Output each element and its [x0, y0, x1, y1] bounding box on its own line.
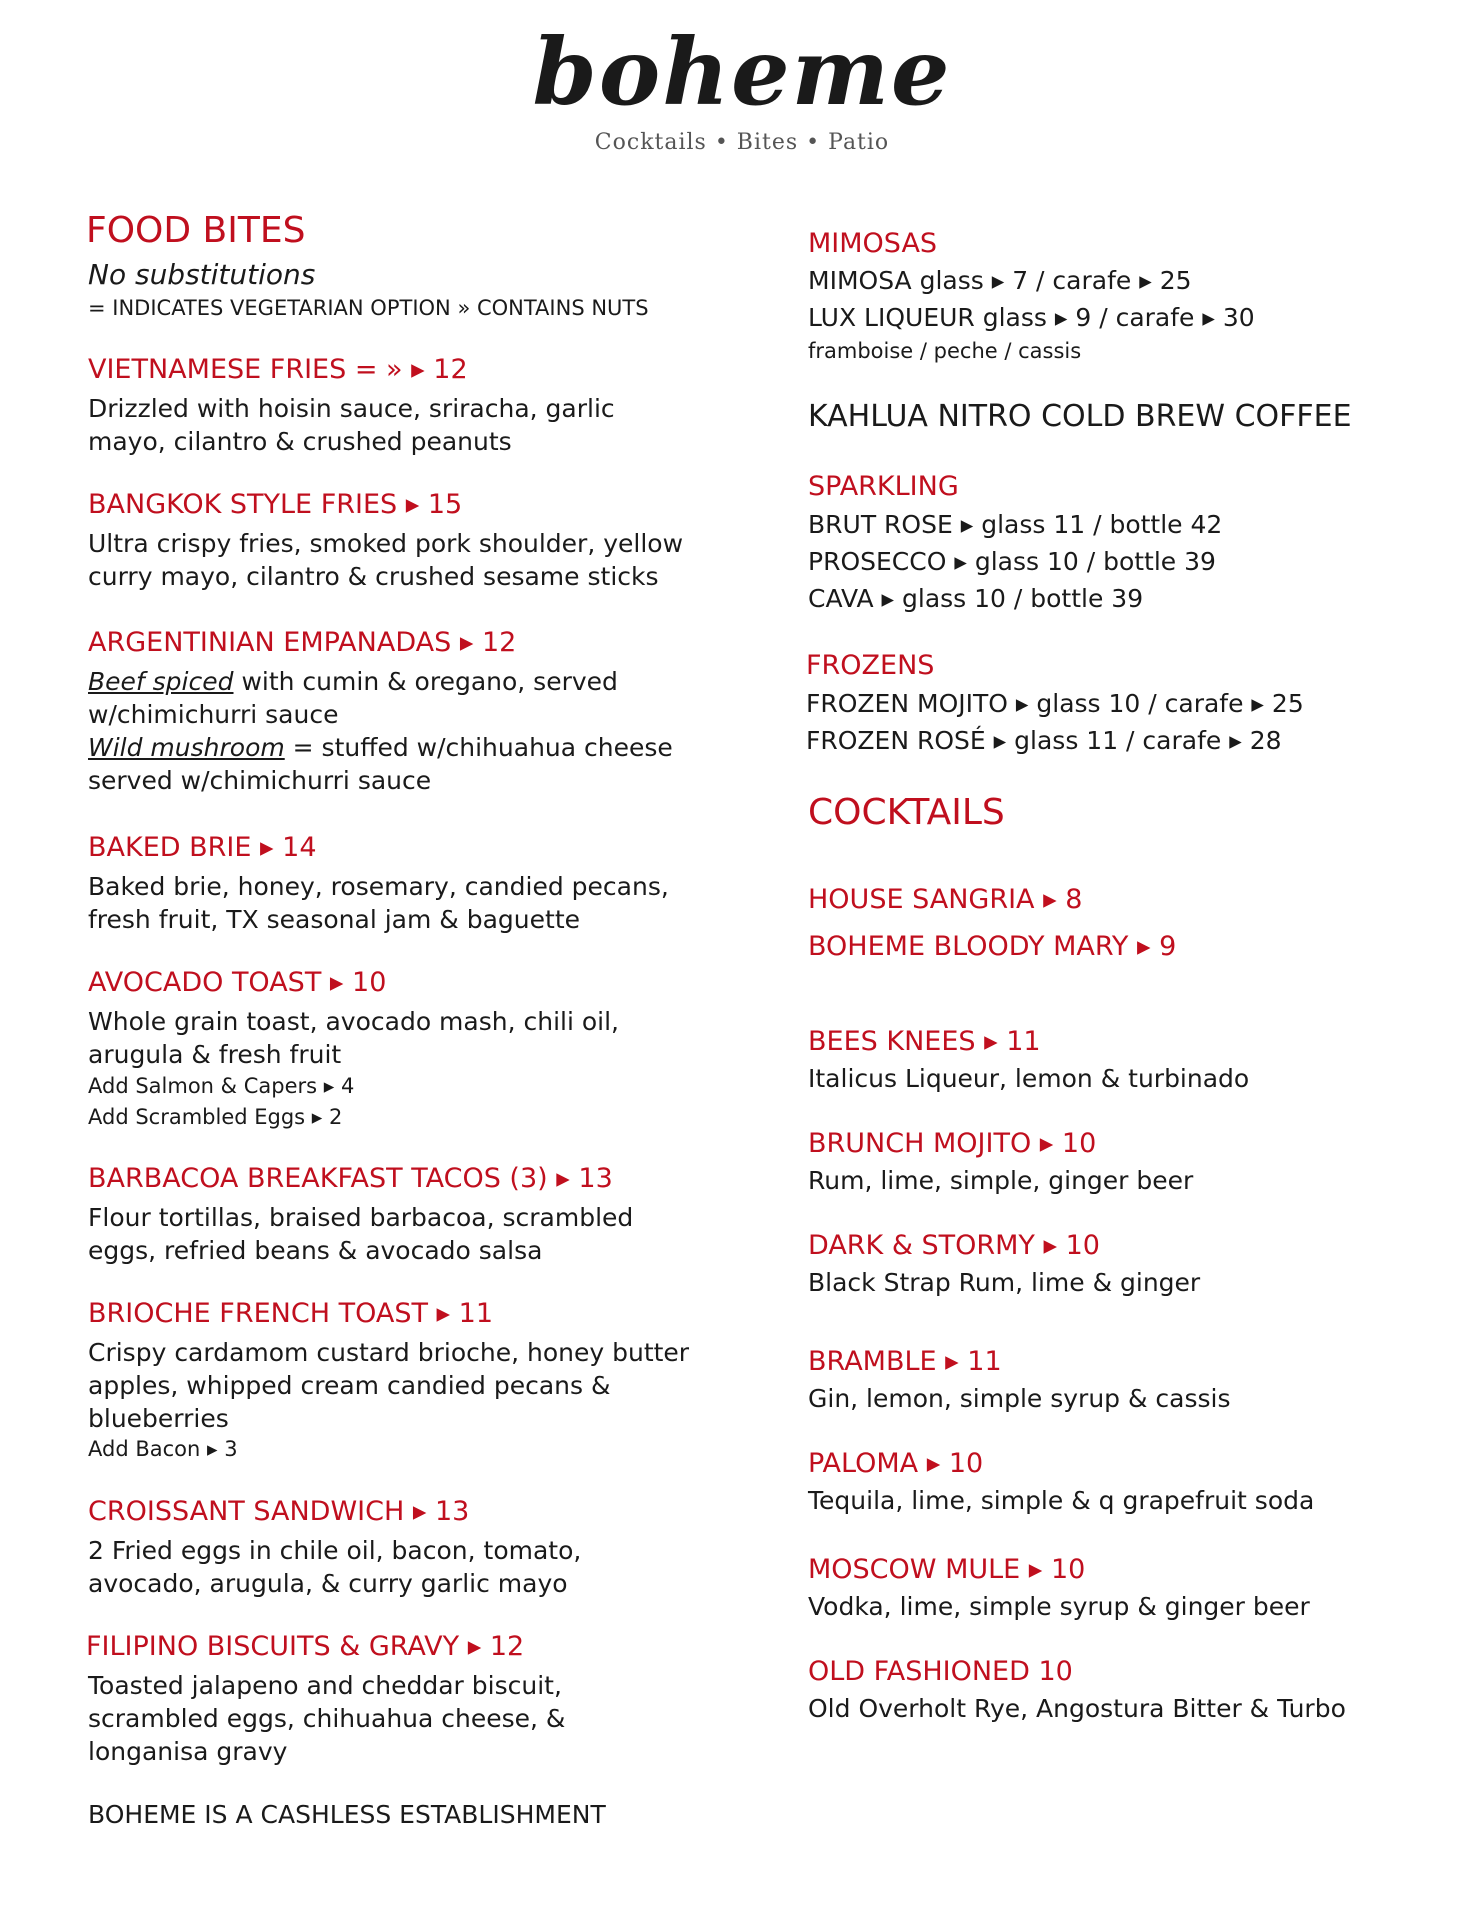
- menu-item-title: FILIPINO BISCUITS & GRAVY ▸ 12: [86, 1631, 525, 1662]
- cocktail-desc: Italicus Liqueur, lemon & turbinado: [808, 1064, 1250, 1093]
- option-desc: with cumin & oregano, served w/chimichurri sauce: [88, 667, 618, 729]
- mimosas-title: MIMOSAS: [808, 228, 938, 259]
- empanada-option-beef: [88, 665, 688, 731]
- menu-item-title: BAKED BRIE ▸ 14: [88, 832, 317, 863]
- house-sangria: HOUSE SANGRIA ▸ 8: [808, 884, 1083, 915]
- frozen-item: FROZEN ROSÉ ▸ glass 11 / carafe ▸ 28: [806, 726, 1282, 755]
- tagline: Cocktails • Bites • Patio: [594, 130, 890, 155]
- cocktail-desc: Gin, lemon, simple syrup & cassis: [808, 1384, 1231, 1413]
- food-legend: = INDICATES VEGETARIAN OPTION » CONTAINS NUTS: [88, 296, 649, 320]
- cocktail-title: PALOMA ▸ 10: [808, 1448, 984, 1479]
- cocktail-title: BRUNCH MOJITO ▸ 10: [808, 1128, 1097, 1159]
- menu-item-addon: Add Bacon ▸ 3: [88, 1437, 238, 1461]
- menu-item-addon: Add Salmon & Capers ▸ 4: [88, 1074, 355, 1098]
- menu-item-title: VIETNAMESE FRIES = » ▸ 12: [88, 354, 468, 385]
- menu-item-desc: Flour tortillas, braised barbacoa, scrambled eggs, refried beans & avocado salsa: [88, 1203, 634, 1265]
- cocktail-desc: Old Overholt Rye, Angostura Bitter & Turbo: [808, 1694, 1346, 1723]
- menu-item-title: BRIOCHE FRENCH TOAST ▸ 11: [88, 1298, 494, 1329]
- menu-item-addon: Add Scrambled Eggs ▸ 2: [88, 1105, 343, 1129]
- sparkling-item: CAVA ▸ glass 10 / bottle 39: [808, 584, 1144, 613]
- cashless-notice: BOHEME IS A CASHLESS ESTABLISHMENT: [88, 1800, 606, 1829]
- cocktails-title: COCKTAILS: [808, 792, 1005, 833]
- food-section-title: FOOD BITES: [86, 210, 306, 251]
- cocktail-desc: Tequila, lime, simple & q grapefruit soda: [808, 1486, 1315, 1515]
- frozen-item: FROZEN MOJITO ▸ glass 10 / carafe ▸ 25: [806, 689, 1304, 718]
- cocktail-title: DARK & STORMY ▸ 10: [808, 1230, 1100, 1261]
- sparkling-item: BRUT ROSE ▸ glass 11 / bottle 42: [808, 510, 1223, 539]
- option-name: Beef spiced: [88, 667, 234, 696]
- menu-item-title: BANGKOK STYLE FRIES ▸ 15: [88, 489, 463, 520]
- lux-liqueur-price-line: LUX LIQUEUR glass ▸ 9 / carafe ▸ 30: [808, 303, 1255, 332]
- menu-item-desc: Ultra crispy fries, smoked pork shoulder, yellow curry mayo, cilantro & crushed sesame sticks: [88, 529, 684, 591]
- sparkling-item: PROSECCO ▸ glass 10 / bottle 39: [808, 547, 1216, 576]
- menu-item-desc: Toasted jalapeno and cheddar biscuit, scrambled eggs, chihuahua cheese, & longanisa gravy: [88, 1671, 566, 1766]
- menu-item-title: BARBACOA BREAKFAST TACOS (3) ▸ 13: [88, 1163, 613, 1194]
- menu-item-desc: Baked brie, honey, rosemary, candied pecans, fresh fruit, TX seasonal jam & baguette: [88, 872, 669, 934]
- option-desc: = stuffed w/chihuahua cheese served w/chimichurri sauce: [88, 733, 673, 795]
- menu-item-desc: Whole grain toast, avocado mash, chili oil, arugula & fresh fruit: [88, 1007, 620, 1069]
- brand-logo: boheme: [532, 18, 952, 126]
- menu-item-title: CROISSANT SANDWICH ▸ 13: [88, 1496, 470, 1527]
- menu-item-desc: Drizzled with hoisin sauce, sriracha, garlic mayo, cilantro & crushed peanuts: [88, 394, 615, 456]
- cocktail-desc: Rum, lime, simple, ginger beer: [808, 1166, 1194, 1195]
- kahlua-coffee: KAHLUA NITRO COLD BREW COFFEE: [808, 399, 1352, 434]
- cocktail-desc: Black Strap Rum, lime & ginger: [808, 1268, 1201, 1297]
- cocktail-title: BRAMBLE ▸ 11: [808, 1346, 1002, 1377]
- empanada-option-mushroom: [88, 731, 688, 797]
- cocktail-title: BEES KNEES ▸ 11: [808, 1026, 1041, 1057]
- lux-flavors: framboise / peche / cassis: [808, 339, 1082, 363]
- bloody-mary: BOHEME BLOODY MARY ▸ 9: [808, 931, 1177, 962]
- menu-item-desc: 2 Fried eggs in chile oil, bacon, tomato, avocado, arugula, & curry garlic mayo: [88, 1536, 582, 1598]
- cocktail-title: OLD FASHIONED 10: [808, 1656, 1073, 1687]
- cocktail-desc: Vodka, lime, simple syrup & ginger beer: [808, 1592, 1310, 1621]
- menu-item-desc: Crispy cardamom custard brioche, honey butter apples, whipped cream candied pecans & blueberries: [88, 1338, 690, 1433]
- food-subtitle: No substitutions: [88, 258, 316, 291]
- option-name: Wild mushroom: [88, 733, 285, 762]
- cocktail-title: MOSCOW MULE ▸ 10: [808, 1554, 1086, 1585]
- menu-item-title: ARGENTINIAN EMPANADAS ▸ 12: [88, 627, 517, 658]
- menu-item-title: AVOCADO TOAST ▸ 10: [88, 967, 387, 998]
- sparkling-title: SPARKLING: [808, 471, 959, 502]
- frozens-title: FROZENS: [806, 650, 935, 681]
- mimosa-price-line: MIMOSA glass ▸ 7 / carafe ▸ 25: [808, 266, 1192, 295]
